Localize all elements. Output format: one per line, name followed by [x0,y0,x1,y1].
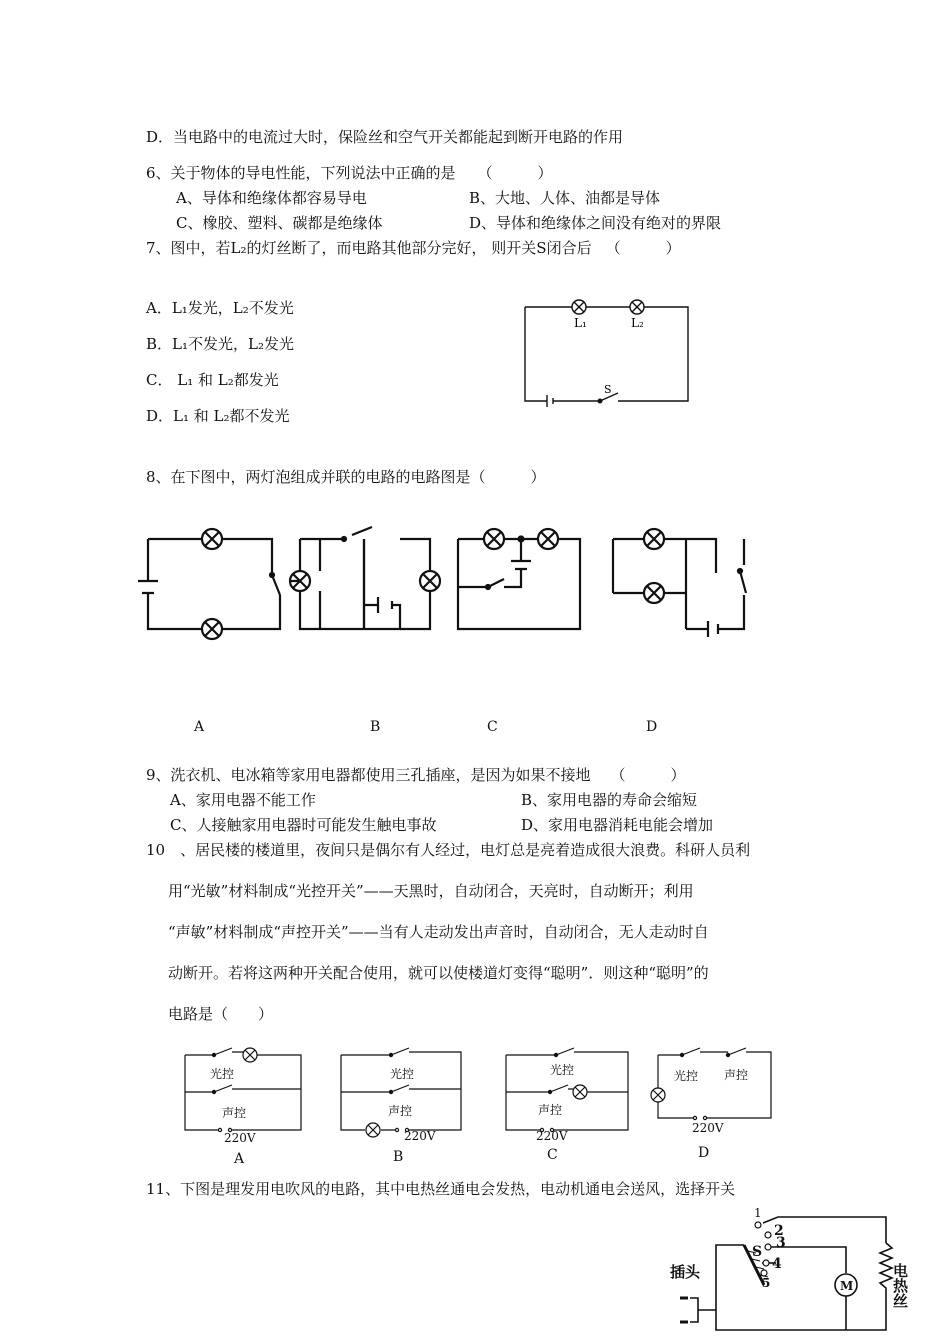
q10-c-voltage: 220V [536,1129,568,1143]
q7-option-c: C． L₁ 和 L₂都发光 [146,371,279,389]
q11-label-1: 1 [754,1206,762,1220]
q6-answer-paren: （ ） [477,164,553,182]
q8-label-c: C [487,719,498,735]
q10-c-light-label: 光控 [550,1063,575,1077]
q11-label-5: 5 [762,1276,771,1290]
q10-a-voltage: 220V [224,1131,256,1145]
q11-hairdryer-circuit [668,1205,928,1335]
q7-label-s: S [604,383,612,396]
q10-circuits-diagram [180,1040,780,1145]
q6-stem-text: 6、关于物体的导电性能，下列说法中正确的是 [146,164,456,182]
q10-line-2: 用“光敏”材料制成“光控开关”——天黑时，自动闭合，天亮时，自动断开；利用 [168,882,694,900]
q10-line-3: “声敏”材料制成“声控开关”——当有人走动发出声音时，自动闭合，无人走动时自 [168,923,709,941]
q9-option-d: D、家用电器消耗电能会增加 [521,816,714,834]
q10-d-sound-label: 声控 [724,1068,749,1082]
q10-label-a: A [234,1151,245,1167]
q9-answer-paren: （ ） [610,766,686,784]
q10-b-sound-label: 声控 [388,1104,413,1118]
q9-option-a: A、家用电器不能工作 [170,791,316,809]
q7-circuit-diagram [520,295,695,415]
q10-d-light-label: 光控 [674,1069,699,1083]
q8-circuits-diagram [130,515,770,650]
q10-line-4: 动断开。若将这两种开关配合使用，就可以使楼道灯变得“聪明”．则这种“聪明”的 [168,964,709,982]
q11-motor-m: M [840,1279,854,1293]
q8-label-a: A [194,719,205,735]
q10-label-d: D [698,1145,710,1161]
q11-label-4: 4 [772,1256,782,1272]
q11-label-3: 3 [776,1235,786,1251]
q7-option-a: A．L₁发光，L₂不发光 [146,299,294,317]
q10-label-b: B [393,1149,404,1165]
q9-stem-text: 9、洗衣机、电冰箱等家用电器都使用三孔插座，是因为如果不接地 [146,766,591,784]
q6-option-d: D、导体和绝缘体之间没有绝对的界限 [469,214,722,232]
q6-option-a: A、导体和绝缘体都容易导电 [176,189,367,207]
q10-b-voltage: 220V [404,1129,436,1143]
q11-stem: 11、下图是理发用电吹风的电路，其中电热丝通电会发热，电动机通电会送风，选择开关 [146,1180,736,1198]
q7-label-l2: L₂ [631,316,644,330]
q10-label-c: C [547,1147,558,1163]
q10-d-voltage: 220V [692,1121,724,1135]
q10-a-sound-label: 声控 [222,1106,247,1120]
q7-option-d: D．L₁ 和 L₂都不发光 [146,407,290,425]
q9-stem [146,765,686,785]
q5-option-d: D．当电路中的电流过大时，保险丝和空气开关都能起到断开电路的作用 [146,128,624,146]
q10-line-5: 电路是（ ） [168,1005,274,1023]
q7-option-b: B．L₁不发光，L₂发光 [146,335,294,353]
q11-label-s: S [752,1244,763,1260]
q8-stem: 8、在下图中，两灯泡组成并联的电路的电路图是（ ） [146,468,546,486]
q11-plug-label: 插头 [670,1263,701,1281]
q6-option-c: C、橡胶、塑料、碳都是绝缘体 [176,214,383,232]
q7-label-l1: L₁ [574,316,587,330]
q8-label-d: D [646,719,658,735]
q10-line-1: 10 、居民楼的楼道里，夜间只是偶尔有人经过，电灯总是亮着造成很大浪费。科研人员利 [146,841,751,859]
q10-c-sound-label: 声控 [538,1103,563,1117]
q10-b-light-label: 光控 [390,1067,415,1081]
q9-option-b: B、家用电器的寿命会缩短 [521,791,698,809]
q6-option-b: B、大地、人体、油都是导体 [469,189,661,207]
q7-stem-text: 7、图中，若L₂的灯丝断了，而电路其他部分完好， 则开关S闭合后 [146,239,592,257]
q6-stem [146,163,553,183]
q11-label-2: 2 [774,1223,784,1239]
q11-wire-label: 电热丝 [891,1263,909,1308]
q9-option-c: C、人接触家用电器时可能发生触电事故 [170,816,437,834]
q10-a-light-label: 光控 [210,1067,235,1081]
q7-answer-paren: （ ） [605,239,681,257]
q7-stem [146,238,681,258]
q8-label-b: B [370,719,381,735]
